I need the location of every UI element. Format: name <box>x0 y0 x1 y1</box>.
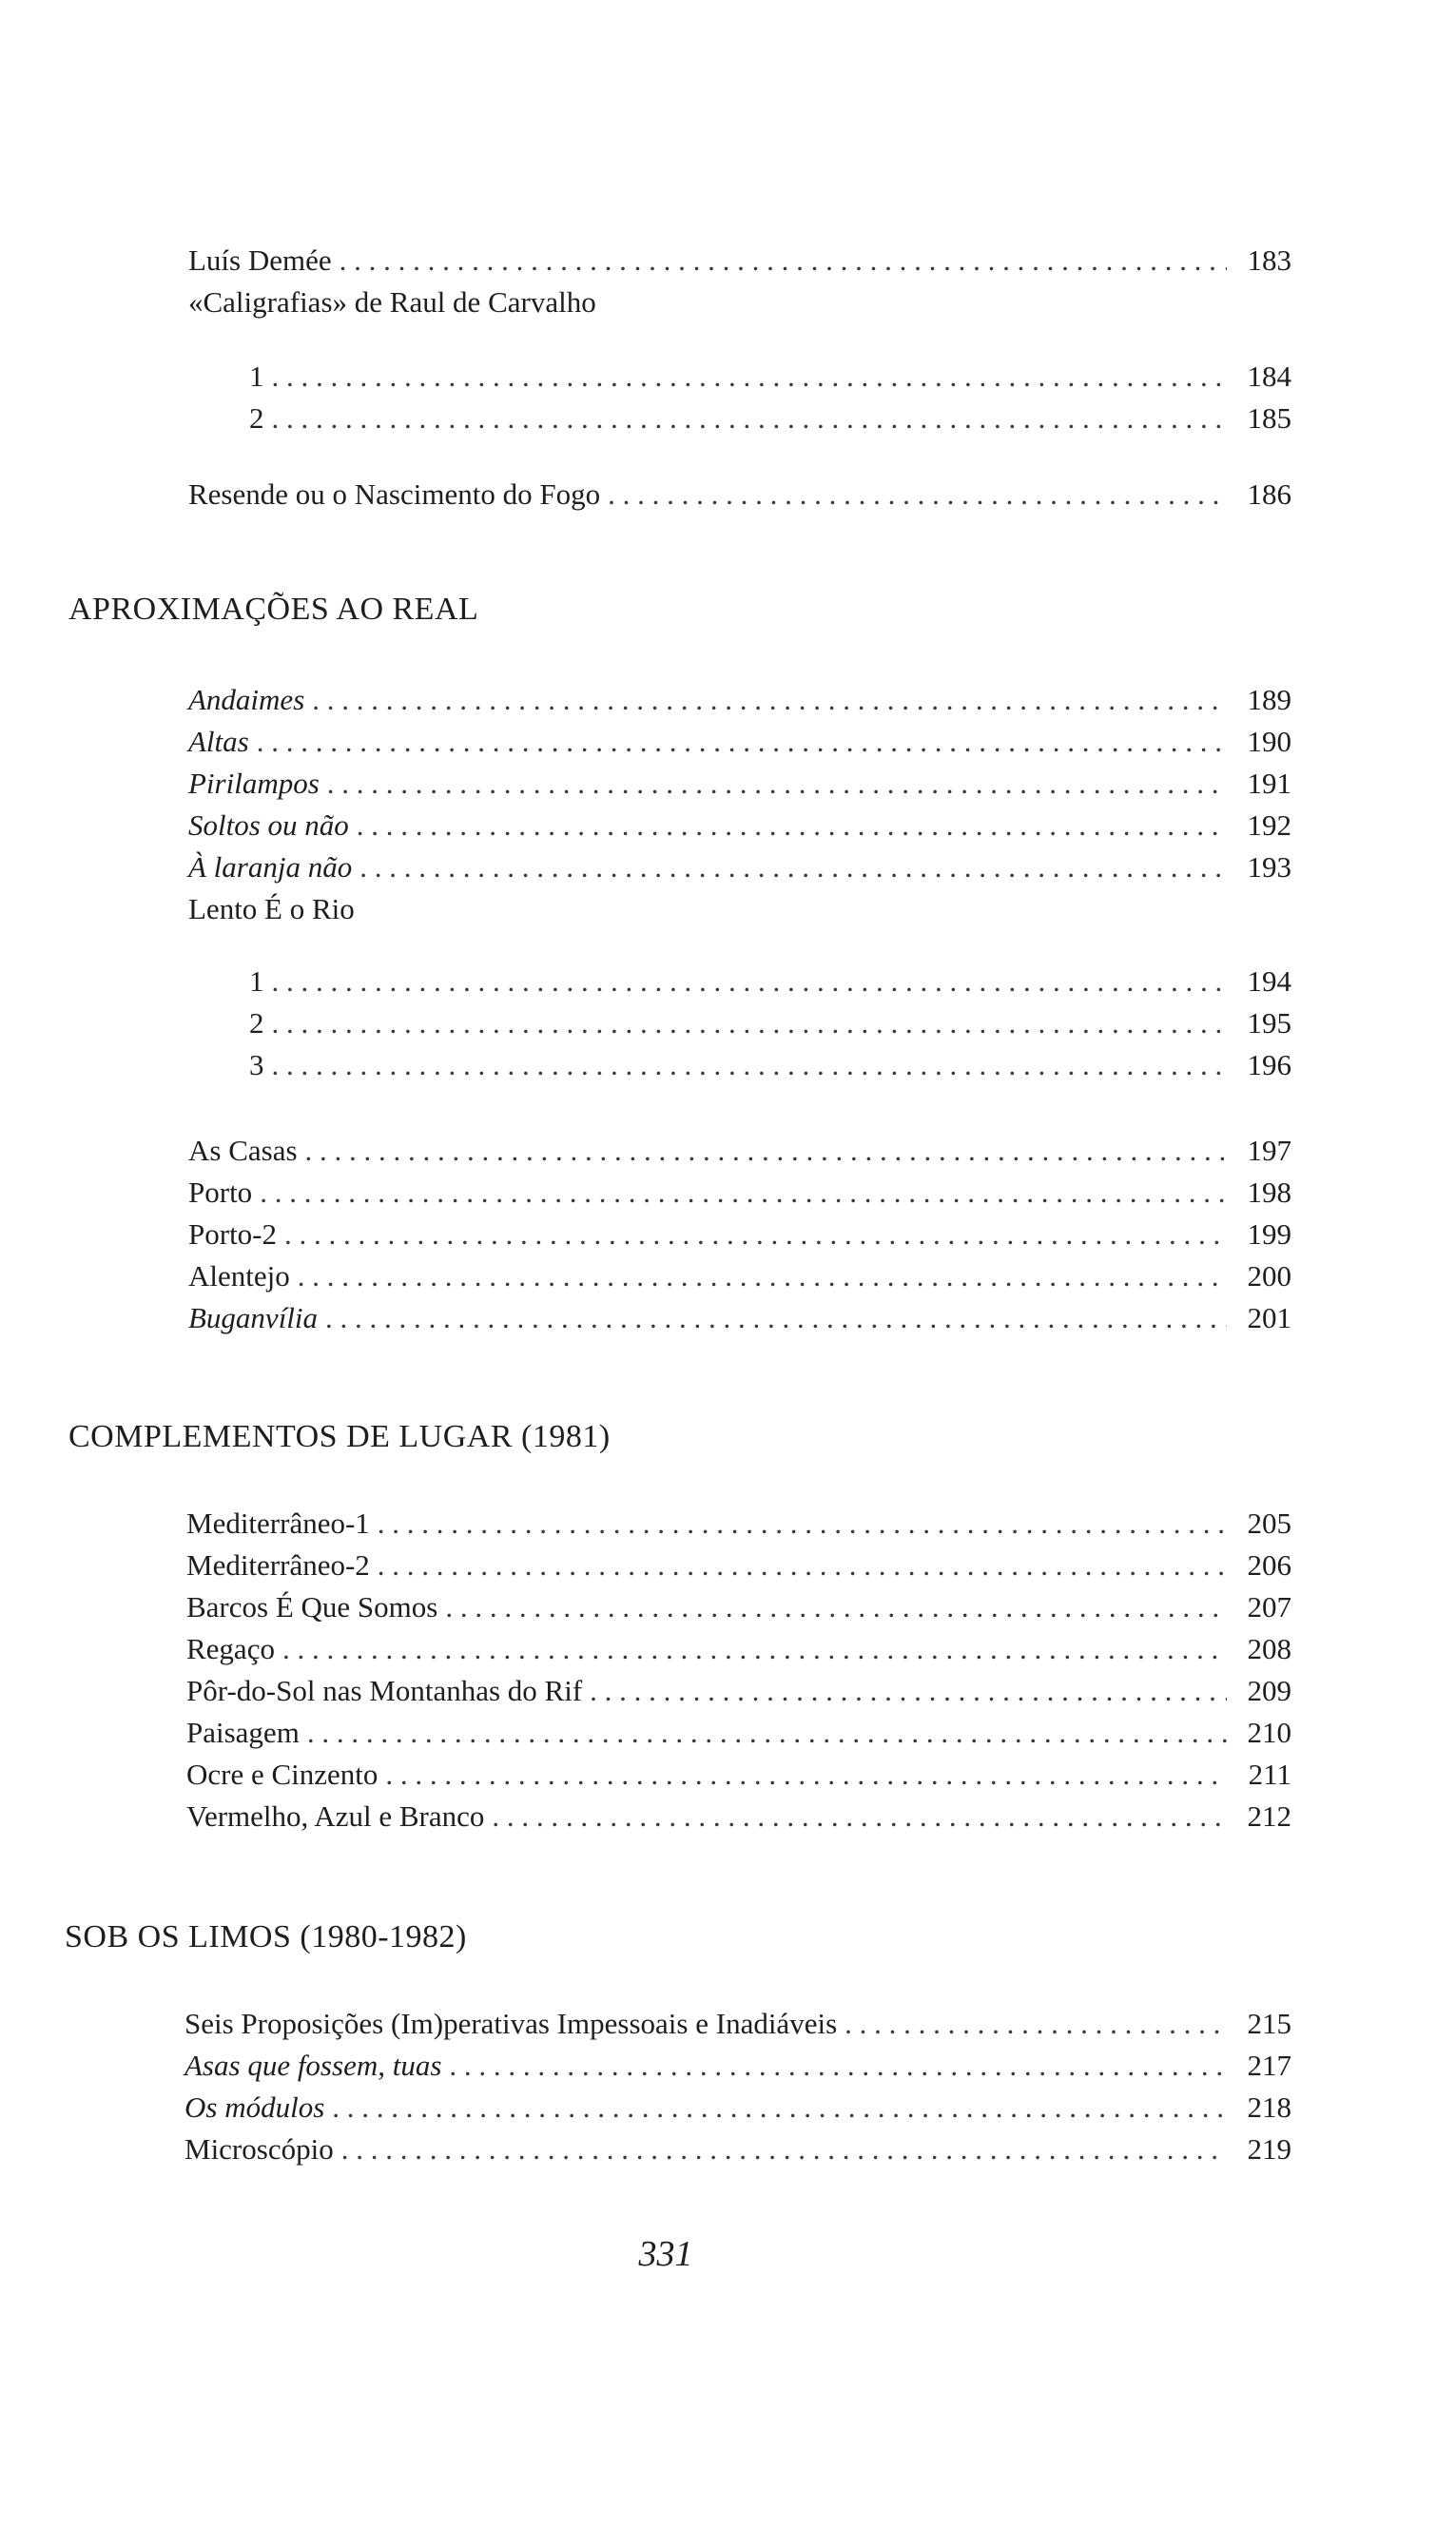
toc-entry-page: 211 <box>1248 1758 1291 1791</box>
toc-entry <box>184 2129 1291 2170</box>
toc-entry <box>184 2045 1291 2087</box>
toc-entry-page: 198 <box>1247 1176 1291 1209</box>
toc-entry <box>184 2087 1291 2129</box>
toc-subentry-page: 196 <box>1247 1048 1291 1081</box>
dot-leader <box>307 1712 1227 1754</box>
toc-entry-page: 197 <box>1247 1134 1291 1167</box>
toc-entry-page: 206 <box>1247 1548 1291 1582</box>
toc-subentry-title: 3 <box>249 1048 264 1081</box>
toc-entry <box>188 474 1291 515</box>
toc-entry-title: Paisagem <box>186 1716 300 1749</box>
dot-leader <box>312 679 1227 721</box>
toc-entry-page: 201 <box>1247 1301 1291 1334</box>
dot-leader <box>298 1255 1227 1297</box>
dot-leader <box>340 240 1227 282</box>
dot-leader <box>357 805 1227 846</box>
toc-entry-title: Asas que fossem, tuas <box>184 2049 442 2082</box>
toc-entry-title: Andaimes <box>188 683 305 716</box>
toc-entry-title: Ocre e Cinzento <box>186 1758 379 1791</box>
toc-subentry-title: 2 <box>249 401 264 435</box>
toc-subentry <box>249 1044 1291 1086</box>
toc-group-title: Lento É o Rio <box>188 892 355 925</box>
toc-entry-title: Soltos ou não <box>188 808 349 842</box>
dot-leader <box>284 1214 1227 1255</box>
toc-entry-page: 193 <box>1247 850 1291 884</box>
toc-entry-title: Microscópio <box>184 2132 334 2166</box>
toc-entry <box>186 1670 1291 1712</box>
toc-entry-page: 183 <box>1247 243 1291 277</box>
toc-subentry <box>249 398 1291 439</box>
toc-entry <box>186 1628 1291 1670</box>
dot-leader <box>590 1670 1227 1712</box>
dot-leader <box>359 846 1227 888</box>
dot-leader <box>272 961 1228 1002</box>
toc-subentry-title: 2 <box>249 1006 264 1040</box>
dot-leader <box>257 721 1227 763</box>
page-number: 331 <box>638 2234 693 2274</box>
toc-entry-page: 219 <box>1247 2132 1291 2166</box>
toc-subentry-page: 185 <box>1247 401 1291 435</box>
toc-entry-page: 209 <box>1247 1674 1291 1707</box>
toc-entry <box>188 679 1291 721</box>
toc-entry <box>186 1545 1291 1586</box>
toc-entry-title: Mediterrâneo-2 <box>186 1548 370 1582</box>
toc-entry <box>188 1297 1291 1339</box>
toc-entry-page: 217 <box>1247 2049 1291 2082</box>
toc-entry-page: 207 <box>1247 1590 1291 1623</box>
toc-entry <box>186 1586 1291 1628</box>
toc-entry <box>188 721 1291 763</box>
dot-leader <box>341 2129 1227 2170</box>
toc-entry-page: 212 <box>1247 1799 1291 1833</box>
dot-leader <box>327 763 1227 805</box>
toc-subentry <box>249 356 1291 398</box>
toc-entry <box>188 240 1291 282</box>
toc-entry-page: 189 <box>1247 683 1291 716</box>
toc-subentry <box>249 961 1291 1002</box>
dot-leader <box>282 1628 1227 1670</box>
toc-entry-title: Luís Demée <box>188 243 332 277</box>
toc-entry-title: À laranja não <box>188 850 353 884</box>
toc-entry-title: Vermelho, Azul e Branco <box>186 1799 485 1833</box>
toc-entry-page: 192 <box>1247 808 1291 842</box>
toc-entry-page: 210 <box>1247 1716 1291 1749</box>
toc-entry-title: Barcos É Que Somos <box>186 1590 438 1623</box>
toc-entry-page: 191 <box>1247 767 1291 800</box>
toc-subentry-page: 194 <box>1247 964 1291 998</box>
dot-leader <box>272 398 1228 439</box>
toc-entry <box>188 1172 1291 1214</box>
toc-entry-title: Altas <box>188 725 249 758</box>
toc-entry-title: Mediterrâneo-1 <box>186 1507 370 1540</box>
toc-entry-title: Buganvília <box>188 1301 319 1334</box>
toc-entry-page: 199 <box>1247 1217 1291 1251</box>
toc-group-title: «Caligrafias» de Raul de Carvalho <box>188 285 596 319</box>
toc-entry-page: 200 <box>1247 1259 1291 1293</box>
dot-leader <box>332 2087 1227 2129</box>
toc-entry-title: Alentejo <box>188 1259 290 1293</box>
toc-entry <box>188 1255 1291 1297</box>
dot-leader <box>325 1297 1227 1339</box>
dot-leader <box>844 2003 1227 2045</box>
toc-entry <box>186 1796 1291 1837</box>
toc-entry-title: Os módulos <box>184 2090 325 2124</box>
toc-entry <box>188 1130 1291 1172</box>
toc-subentry-title: 1 <box>249 964 264 998</box>
toc-subentry-page: 184 <box>1247 360 1291 393</box>
dot-leader <box>449 2045 1227 2087</box>
toc-entry-title: Porto <box>188 1176 253 1209</box>
dot-leader <box>608 474 1227 515</box>
dot-leader <box>385 1754 1227 1796</box>
dot-leader <box>305 1130 1227 1172</box>
toc-entry <box>188 763 1291 805</box>
toc-entry <box>188 805 1291 846</box>
toc-entry-page: 218 <box>1247 2090 1291 2124</box>
toc-entry <box>188 846 1291 888</box>
dot-leader <box>272 1002 1228 1044</box>
toc-entry-page: 190 <box>1247 725 1291 758</box>
section-heading: APROXIMAÇÕES AO REAL <box>68 592 479 627</box>
toc-entry-page: 215 <box>1247 2007 1291 2040</box>
toc-entry-page: 208 <box>1247 1632 1291 1665</box>
toc-entry <box>188 1214 1291 1255</box>
dot-leader <box>272 1044 1228 1086</box>
dot-leader <box>260 1172 1227 1214</box>
toc-entry-title: Porto-2 <box>188 1217 277 1251</box>
toc-entry-title: Resende ou o Nascimento do Fogo <box>188 477 601 511</box>
toc-subentry-page: 195 <box>1247 1006 1291 1040</box>
toc-entry-title: Pôr-do-Sol nas Montanhas do Rif <box>186 1674 583 1707</box>
dot-leader <box>378 1545 1227 1586</box>
dot-leader <box>272 356 1228 398</box>
toc-entry-title: As Casas <box>188 1134 298 1167</box>
toc-entry-title: Regaço <box>186 1632 275 1665</box>
toc-subentry <box>249 1002 1291 1044</box>
toc-entry <box>186 1754 1291 1796</box>
toc-entry <box>186 1503 1291 1545</box>
toc-subentry-title: 1 <box>249 360 264 393</box>
toc-entry <box>184 2003 1291 2045</box>
section-heading: COMPLEMENTOS DE LUGAR (1981) <box>68 1419 611 1454</box>
toc-entry-title: Seis Proposições (Im)perativas Impessoais e Inadiáveis <box>184 2007 838 2040</box>
dot-leader <box>445 1586 1227 1628</box>
toc-entry-page: 186 <box>1247 477 1291 511</box>
toc-entry <box>186 1712 1291 1754</box>
toc-entry-page: 205 <box>1247 1507 1291 1540</box>
dot-leader <box>492 1796 1227 1837</box>
toc-entry-title: Pirilampos <box>188 767 320 800</box>
dot-leader <box>378 1503 1227 1545</box>
section-heading: SOB OS LIMOS (1980-1982) <box>65 1919 467 1954</box>
